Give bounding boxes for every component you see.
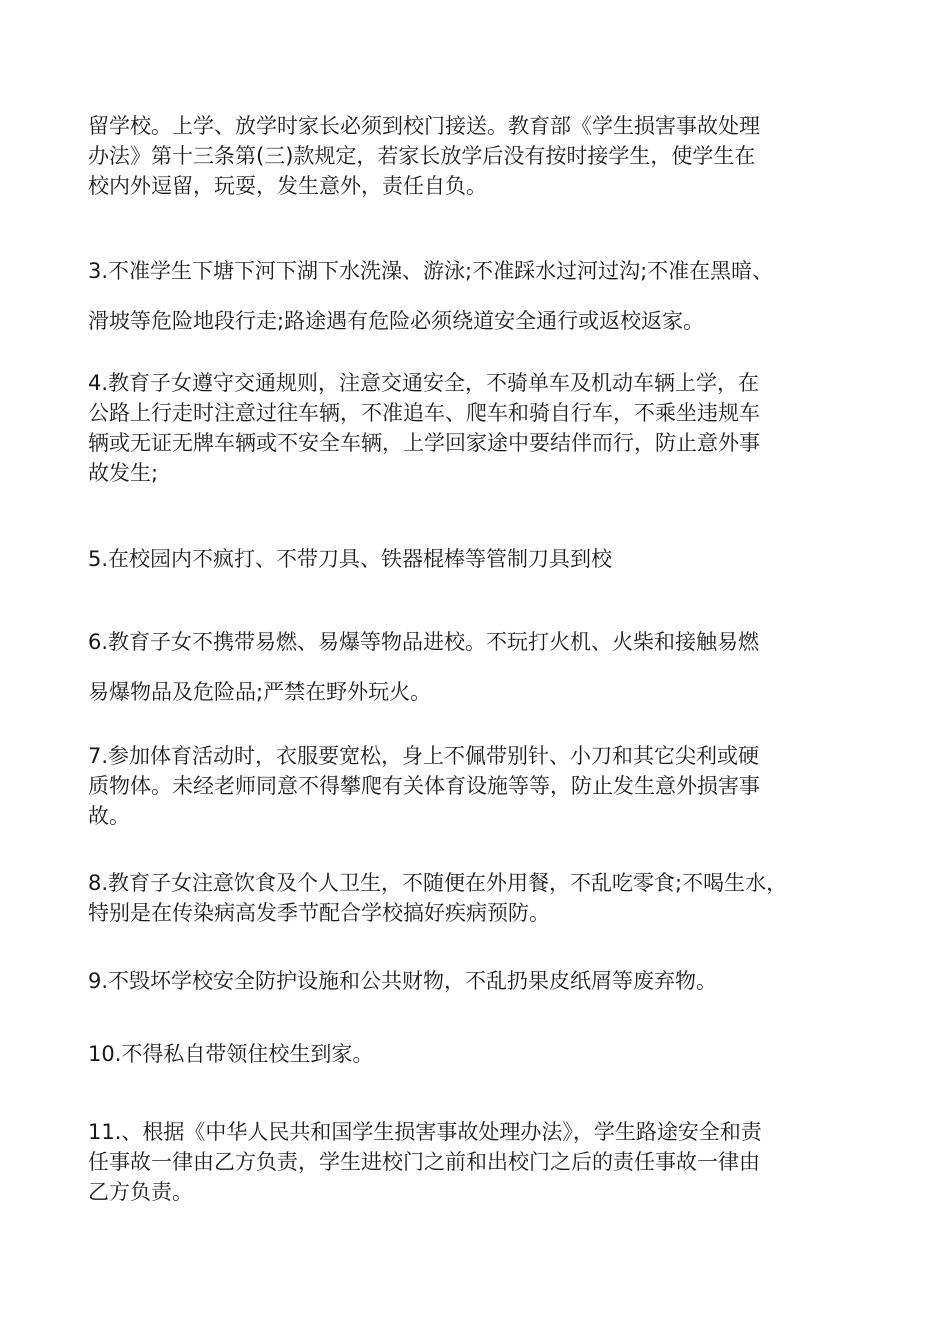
text-line: 8.教育子女注意饮食及个人卫生，不随便在外用餐，不乱吃零食;不喝生水，	[88, 871, 788, 895]
text-line: 5.在校园内不疯打、不带刀具、铁器棍棒等管制刀具到校	[88, 547, 613, 571]
text-line: 3.不准学生下塘下河下湖下水洗澡、游泳;不准踩水过河过沟;不准在黑暗、	[88, 259, 774, 283]
text-line: 任事故一律由乙方负责，学生进校门之前和出校门之后的责任事故一律由	[88, 1150, 760, 1174]
text-line: 滑坡等危险地段行走;路途遇有危险必须绕道安全通行或返校返家。	[88, 309, 705, 333]
paragraph-item-8	[88, 868, 866, 928]
text-line: 校内外逗留，玩耍，发生意外，责任自负。	[88, 174, 487, 198]
text-line: 故。	[88, 804, 130, 828]
text-line: 4.教育子女遵守交通规则，注意交通安全，不骑单车及机动车辆上学，在	[88, 371, 760, 395]
text-line: 9.不毁坏学校安全防护设施和公共财物，不乱扔果皮纸屑等废弃物。	[88, 969, 718, 993]
paragraph-item-5	[88, 544, 866, 574]
text-line: 办法》第十三条第(三)款规定，若家长放学后没有按时接学生，使学生在	[88, 144, 756, 168]
text-line: 易爆物品及危险品;严禁在野外玩火。	[88, 680, 432, 704]
paragraph-item-9	[88, 966, 866, 996]
text-line: 留学校。上学、放学时家长必须到校门接送。教育部《学生损害事故处理	[88, 114, 760, 138]
text-line: 6.教育子女不携带易燃、易爆等物品进校。不玩打火机、火柴和接触易燃	[88, 630, 760, 654]
text-line: 10.不得私自带领住校生到家。	[88, 1042, 374, 1066]
text-line: 11.、根据《中华人民共和国学生损害事故处理办法》，学生路途安全和责	[88, 1120, 762, 1144]
paragraph-item-6	[88, 617, 866, 717]
paragraph-item-3	[88, 246, 866, 346]
text-line: 公路上行走时注意过往车辆，不准追车、爬车和骑自行车，不乘坐违规车	[88, 401, 760, 425]
text-line: 特别是在传染病高发季节配合学校搞好疾病预防。	[88, 901, 550, 925]
paragraph-item-4	[88, 368, 866, 488]
paragraph-item-10	[88, 1039, 866, 1069]
text-line: 辆或无证无牌车辆或不安全车辆，上学回家途中要结伴而行，防止意外事	[88, 431, 760, 455]
paragraph-intro	[88, 111, 866, 201]
paragraph-item-11	[88, 1117, 866, 1207]
text-line: 质物体。未经老师同意不得攀爬有关体育设施等等，防止发生意外损害事	[88, 774, 760, 798]
text-line: 乙方负责。	[88, 1180, 193, 1204]
paragraph-item-7	[88, 741, 866, 831]
text-line: 故发生;	[88, 461, 159, 485]
text-line: 7.参加体育活动时，衣服要宽松，身上不佩带别针、小刀和其它尖利或硬	[88, 744, 760, 768]
